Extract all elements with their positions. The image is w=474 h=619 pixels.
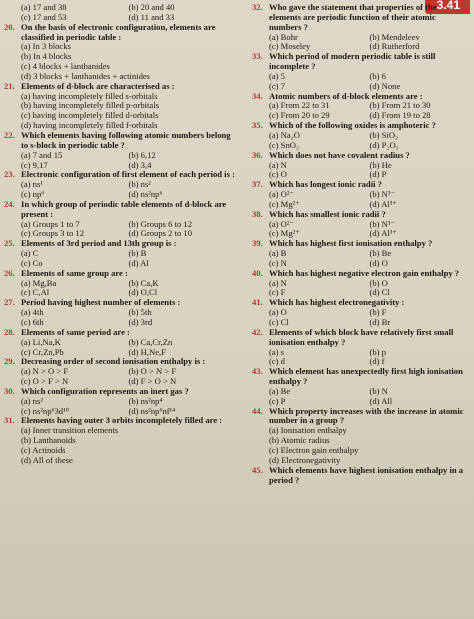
option-list — [4, 338, 236, 358]
answer-option: (b) In 4 blocks — [21, 51, 72, 62]
answer-option: (b) O > N > F — [128, 366, 177, 377]
question-number: 35. — [252, 120, 263, 131]
question-text: Period having highest number of elements : — [21, 297, 181, 308]
question-stem — [4, 269, 236, 279]
answer-option: (c) O > F > N — [21, 376, 69, 387]
answer-option: (c) P — [269, 395, 286, 406]
question-item — [252, 52, 470, 91]
question-text: Which element has unexpectedly first high ionisation enthalpy ? — [269, 366, 463, 387]
answer-option: (a) 7 and 15 — [21, 149, 63, 160]
question-text: Which has highest negative electron gain enthalpy ? — [269, 267, 460, 278]
answer-option: (c) ns²np⁶3d¹⁰ — [21, 405, 70, 416]
question-item — [252, 92, 470, 122]
question-item — [4, 200, 236, 239]
answer-option: (a) N — [269, 159, 287, 170]
answer-option: (d) All — [369, 395, 393, 406]
answer-option: (c) Moseley — [269, 41, 311, 52]
question-item — [4, 239, 236, 269]
answer-option: (b) Atomic radius — [269, 435, 330, 446]
answer-option: (b) Ca,Cr,Zn — [128, 336, 173, 347]
answer-option: (d) Al³⁺ — [369, 198, 397, 209]
answer-option: (a) O — [269, 307, 287, 318]
question-number: 37. — [252, 179, 263, 190]
answer-option: (c) d — [269, 356, 285, 367]
answer-option: (c) np⁶ — [21, 189, 45, 200]
option-list — [4, 249, 236, 269]
answer-option: (c) 17 and 53 — [21, 11, 67, 22]
left-question-column — [4, 3, 236, 466]
answer-option: (d) 11 and 33 — [128, 11, 175, 22]
answer-option: (d) P₂O₅ — [369, 139, 399, 150]
answer-option: (a) ns¹ — [21, 179, 43, 190]
question-item — [252, 466, 470, 486]
answer-option: (d) P — [369, 169, 387, 180]
answer-option: (c) C,Al — [21, 287, 50, 298]
answer-option: (d) 3,4 — [128, 159, 152, 170]
question-text: Which has highest first ionisation enthalpy ? — [269, 238, 433, 249]
answer-option: (a) 4th — [21, 307, 44, 318]
question-item — [4, 328, 236, 358]
answer-option: (b) From 21 to 30 — [369, 100, 431, 111]
option-list — [252, 131, 470, 151]
question-item — [252, 407, 470, 466]
option-list — [252, 348, 470, 368]
answer-option: (d) having incompletely filled f-orbitals — [21, 120, 158, 131]
answer-option: (b) N³⁻ — [369, 189, 395, 200]
question-text: Which elements have highest ionisation enthalpy in a period ? — [269, 464, 464, 485]
question-stem — [4, 387, 236, 397]
answer-option: (b) F — [369, 307, 387, 318]
question-text: Elements of same group are : — [21, 267, 128, 278]
question-stem — [252, 328, 470, 348]
question-stem — [4, 328, 236, 338]
question-text: Which has highest electronegativity : — [269, 297, 405, 308]
answer-option: (a) Ionisation enthalpy — [269, 425, 347, 436]
question-item — [4, 3, 236, 23]
option-list — [4, 426, 236, 465]
question-item — [4, 357, 236, 387]
answer-option: (d) F > O > N — [128, 376, 177, 387]
question-text: Who gave the statement that properties of the elements are periodic function of their atomic numbers ? — [269, 2, 437, 32]
answer-option: (a) Inner transition elements — [21, 425, 119, 436]
answer-option: (a) 5 — [269, 70, 285, 81]
question-number: 29. — [4, 356, 15, 367]
answer-option: (d) ns²np⁶ — [128, 189, 163, 200]
answer-option: (a) N — [269, 277, 287, 288]
question-stem — [4, 200, 236, 220]
question-stem — [252, 210, 470, 220]
question-text: Elements of d-block are characterised as : — [21, 80, 175, 91]
question-stem — [252, 3, 470, 33]
answer-option: (b) N³⁻ — [369, 218, 395, 229]
answer-option: (d) O,Cl — [128, 287, 158, 298]
question-stem — [252, 92, 470, 102]
question-stem — [4, 416, 236, 426]
question-number: 33. — [252, 51, 263, 62]
answer-option: (a) In 3 blocks — [21, 41, 71, 52]
option-list — [252, 279, 470, 299]
question-item — [252, 3, 470, 52]
answer-option: (a) O²⁻ — [269, 218, 295, 229]
question-item — [4, 269, 236, 299]
answer-option: (a) s — [269, 346, 285, 357]
question-text: On the basis of electronic configuration, elements are classified in periodic table : — [21, 21, 216, 42]
question-text: Elements having outer 3 orbits incompletely filled are : — [21, 415, 223, 426]
answer-option: (b) Lanthanoids — [21, 435, 76, 446]
answer-option: (d) 3rd — [128, 317, 153, 327]
question-stem — [252, 151, 470, 161]
question-item — [252, 328, 470, 367]
question-number: 41. — [252, 297, 263, 308]
question-number: 24. — [4, 198, 15, 209]
answer-option: (b) O — [369, 277, 388, 288]
option-list — [252, 33, 470, 53]
answer-option: (d) All of these — [21, 454, 73, 465]
answer-option: (b) 5th — [128, 307, 152, 318]
question-item — [4, 387, 236, 417]
answer-option: (b) Ca,K — [128, 277, 159, 288]
answer-option: (b) N — [369, 385, 388, 396]
question-text: Atomic numbers of d-block elements are : — [269, 90, 423, 101]
answer-option: (c) N — [269, 257, 287, 268]
answer-option: (d) H,Ne,F — [128, 346, 166, 357]
question-item — [252, 151, 470, 181]
answer-option: (d) f — [369, 356, 385, 367]
option-list — [252, 249, 470, 269]
option-list — [252, 308, 470, 328]
answer-option: (a) Li,Na,K — [21, 336, 61, 347]
answer-option: (a) Bohr — [269, 31, 298, 42]
right-question-column — [252, 3, 470, 485]
question-number: 44. — [252, 405, 263, 416]
option-list — [4, 308, 236, 328]
question-stem — [252, 298, 470, 308]
answer-option: (c) 6th — [21, 317, 44, 327]
answer-option: (c) Groups 3 to 12 — [21, 228, 85, 239]
question-stem — [252, 52, 470, 72]
question-stem — [4, 298, 236, 308]
question-item — [252, 210, 470, 240]
question-text: Which period of modern periodic table is still incomplete ? — [269, 51, 436, 72]
question-number: 40. — [252, 267, 263, 278]
answer-option: (d) Al³⁺ — [369, 228, 397, 239]
answer-option: (a) O²⁻ — [269, 189, 295, 200]
answer-option: (d) Br — [369, 317, 391, 327]
answer-option: (c) From 20 to 29 — [269, 110, 330, 121]
answer-option: (d) O — [369, 257, 388, 268]
answer-option: (d) Al — [128, 257, 149, 268]
answer-option: (c) Mg²⁺ — [269, 198, 300, 209]
question-item — [252, 239, 470, 269]
question-item — [4, 170, 236, 200]
answer-option: (a) From 22 to 31 — [269, 100, 330, 111]
option-list — [4, 42, 236, 81]
option-list — [4, 397, 236, 417]
answer-option: (b) He — [369, 159, 392, 170]
answer-option: (c) F — [269, 287, 286, 298]
option-list — [4, 180, 236, 200]
answer-option: (d) From 19 to 28 — [369, 110, 431, 121]
question-text: Which of the following oxides is amphoteric ? — [269, 120, 436, 131]
answer-option: (b) p — [369, 346, 386, 357]
question-number: 31. — [4, 415, 15, 426]
question-stem — [4, 357, 236, 367]
answer-option: (c) Cr,Zn,Pb — [21, 346, 64, 357]
option-list — [4, 151, 236, 171]
question-number: 21. — [4, 80, 15, 91]
question-item — [4, 416, 236, 465]
answer-option: (c) 7 — [269, 80, 285, 91]
answer-option: (d) Groups 2 to 10 — [128, 228, 192, 239]
question-item — [252, 298, 470, 328]
answer-option: (a) N > O > F — [21, 366, 69, 377]
answer-option: (b) 6,12 — [128, 149, 156, 160]
question-item — [4, 131, 236, 170]
option-list — [252, 426, 470, 465]
answer-option: (b) having incompletely filled p-orbitals — [21, 100, 159, 111]
question-item — [4, 82, 236, 131]
answer-option: (a) C — [21, 248, 39, 259]
question-text: Which has smallest ionic radii ? — [269, 208, 386, 219]
question-text: Which does not have covalent radius ? — [269, 149, 410, 160]
answer-option: (c) Cl — [269, 317, 289, 327]
question-number: 38. — [252, 208, 263, 219]
answer-option: (d) ns²np⁶nf¹⁴ — [128, 405, 176, 416]
option-list — [252, 387, 470, 407]
answer-option: (c) Actinoids — [21, 444, 66, 455]
answer-option: (a) B — [269, 248, 287, 259]
question-number: 42. — [252, 326, 263, 337]
question-stem — [252, 239, 470, 249]
question-number: 25. — [4, 238, 15, 249]
question-number: 28. — [4, 326, 15, 337]
answer-option: (c) 4 blocks + lanthanides — [21, 61, 110, 72]
answer-option: (c) SnO₂ — [269, 139, 299, 150]
question-number: 34. — [252, 90, 263, 101]
option-list — [4, 220, 236, 240]
answer-option: (c) O — [269, 169, 287, 180]
question-text: Which configuration represents an inert gas ? — [21, 385, 189, 396]
answer-option: (b) 20 and 40 — [128, 2, 175, 12]
answer-option: (d) Electronegativity — [269, 454, 341, 465]
question-text: Which elements having following atomic numbers belong to s-block in periodic table ? — [21, 129, 231, 150]
page-number-badge: 3.41 — [425, 0, 470, 14]
answer-option: (d) None — [369, 80, 401, 91]
question-number: 32. — [252, 2, 263, 12]
option-list — [252, 190, 470, 210]
question-number: 22. — [4, 129, 15, 140]
answer-option: (d) 3 blocks + lanthanides + actinides — [21, 70, 151, 81]
question-stem — [4, 23, 236, 43]
answer-option: (a) Be — [269, 385, 291, 396]
option-list — [252, 101, 470, 121]
question-number: 36. — [252, 149, 263, 160]
question-number: 30. — [4, 385, 15, 396]
answer-option: (c) 9,17 — [21, 159, 48, 170]
answer-option: (c) Mg²⁺ — [269, 228, 300, 239]
question-stem — [4, 239, 236, 249]
question-number: 27. — [4, 297, 15, 308]
question-text: Elements of 3rd period and 13th group is : — [21, 238, 177, 249]
answer-option: (b) B — [128, 248, 147, 259]
answer-option: (a) Mg,Ba — [21, 277, 57, 288]
question-item — [4, 23, 236, 82]
question-item — [252, 121, 470, 151]
question-text: Which has longest ionic radii ? — [269, 179, 382, 190]
answer-option: (b) SiO₂ — [369, 129, 399, 140]
answer-option: (b) Mendeleev — [369, 31, 420, 42]
question-stem — [4, 170, 236, 180]
answer-option: (b) Be — [369, 248, 392, 259]
question-stem — [4, 82, 236, 92]
answer-option: (b) ns²np⁴ — [128, 395, 163, 406]
answer-option: (c) Electron gain enthalpy — [269, 444, 359, 455]
question-text: Decreasing order of second ionisation enthalpy is : — [21, 356, 206, 367]
option-list — [252, 72, 470, 92]
answer-option: (d) Rutherford — [369, 41, 420, 52]
option-list — [4, 279, 236, 299]
question-number: 45. — [252, 464, 263, 475]
answer-option: (a) ns² — [21, 395, 43, 406]
question-number: 39. — [252, 238, 263, 249]
question-number: 43. — [252, 366, 263, 377]
question-item — [252, 367, 470, 406]
question-text: Electronic configuration of first element of each period is : — [21, 169, 235, 180]
question-stem — [252, 269, 470, 279]
question-stem — [252, 180, 470, 190]
answer-option: (a) having incompletely filled s-orbitals — [21, 90, 158, 101]
question-item — [252, 180, 470, 210]
answer-option: (b) Groups 6 to 12 — [128, 218, 192, 229]
answer-option: (c) having incompletely filled d-orbitals — [21, 110, 159, 121]
question-stem — [252, 407, 470, 427]
answer-option: (a) Na₂O — [269, 129, 300, 140]
answer-option: (b) 6 — [369, 70, 386, 81]
question-stem — [252, 466, 470, 486]
question-number: 20. — [4, 21, 15, 32]
question-item — [252, 269, 470, 299]
option-list — [252, 220, 470, 240]
question-stem — [252, 367, 470, 387]
question-stem — [252, 121, 470, 131]
answer-option: (d) Cl — [369, 287, 390, 298]
question-item — [4, 298, 236, 328]
option-list — [4, 92, 236, 131]
answer-option: (a) Groups 1 to 7 — [21, 218, 80, 229]
answer-option: (b) ns² — [128, 179, 151, 190]
question-stem — [4, 131, 236, 151]
option-list — [4, 367, 236, 387]
question-number: 23. — [4, 169, 15, 180]
option-list — [4, 3, 236, 23]
question-text: Elements of which block have relatively first small ionisation enthalpy ? — [269, 326, 454, 347]
question-number: 26. — [4, 267, 15, 278]
question-text: Which property increases with the increase in atomic number in a group ? — [269, 405, 464, 426]
answer-option: (a) 17 and 38 — [21, 2, 67, 12]
answer-option: (c) Co — [21, 257, 43, 268]
question-text: Elements of same period are : — [21, 326, 130, 337]
question-text: In which group of periodic table elements of d-block are present : — [21, 198, 227, 219]
option-list — [252, 161, 470, 181]
